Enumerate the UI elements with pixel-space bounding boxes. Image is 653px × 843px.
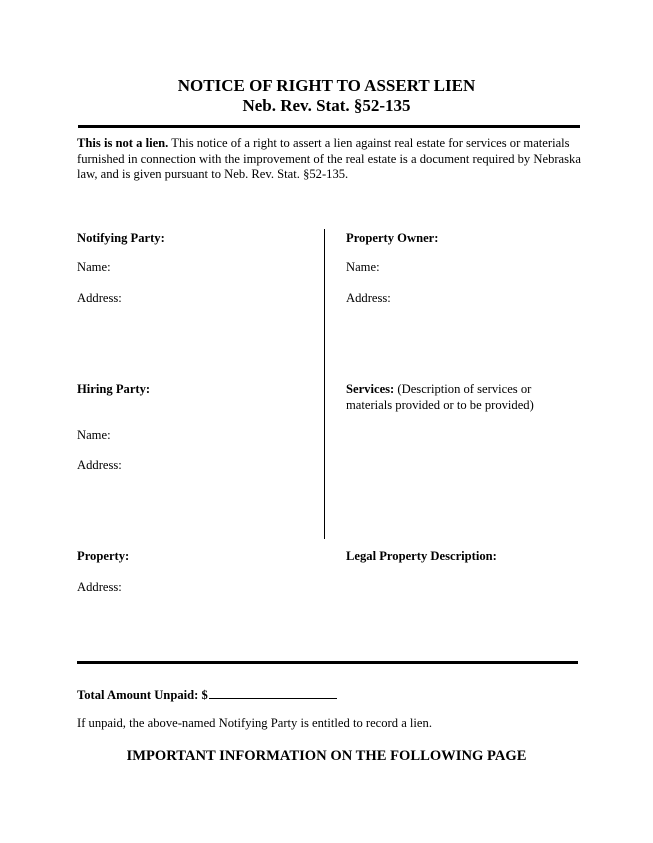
property-owner-name-label: Name: [346, 260, 380, 274]
notifying-party-heading: Notifying Party: [77, 231, 165, 245]
important-info-notice: IMPORTANT INFORMATION ON THE FOLLOWING PAGE [126, 748, 527, 764]
intro-paragraph [77, 136, 587, 183]
document-subtitle: Neb. Rev. Stat. §52-135 [242, 96, 411, 115]
legal-description-heading: Legal Property Description: [346, 549, 497, 563]
services-heading: Services: [346, 382, 395, 396]
hiring-party-address-label: Address: [77, 458, 122, 472]
top-divider [78, 125, 580, 128]
property-owner-heading: Property Owner: [346, 231, 439, 245]
column-divider [324, 229, 325, 539]
hiring-party-name-label: Name: [77, 428, 111, 442]
property-address-label: Address: [77, 580, 122, 594]
hiring-party-heading: Hiring Party: [77, 382, 151, 396]
services-description: (Description of services or materials provided or to be provided) [346, 382, 534, 412]
notifying-party-name-label: Name: [77, 260, 111, 274]
intro-text: This notice of a right to assert a lien against real estate for services or materials furnished in connection with the improvement of the real estate is a document required by Nebraska law, and is given pursuant to Neb. Rev. Stat. §52-135. [77, 136, 581, 181]
notifying-party-address-label: Address: [77, 291, 122, 305]
total-amount-row [77, 686, 337, 703]
bottom-divider [77, 661, 578, 664]
intro-bold-lead: This is not a lien. [77, 136, 169, 150]
property-owner-address-label: Address: [346, 291, 391, 305]
lien-entitlement-note: If unpaid, the above-named Notifying Party is entitled to record a lien. [77, 716, 432, 730]
document-title: NOTICE OF RIGHT TO ASSERT LIEN [177, 76, 476, 95]
services-section [346, 382, 566, 413]
total-amount-label: Total Amount Unpaid: $ [77, 688, 208, 702]
total-amount-field[interactable] [209, 686, 337, 699]
property-heading: Property: [77, 549, 130, 563]
